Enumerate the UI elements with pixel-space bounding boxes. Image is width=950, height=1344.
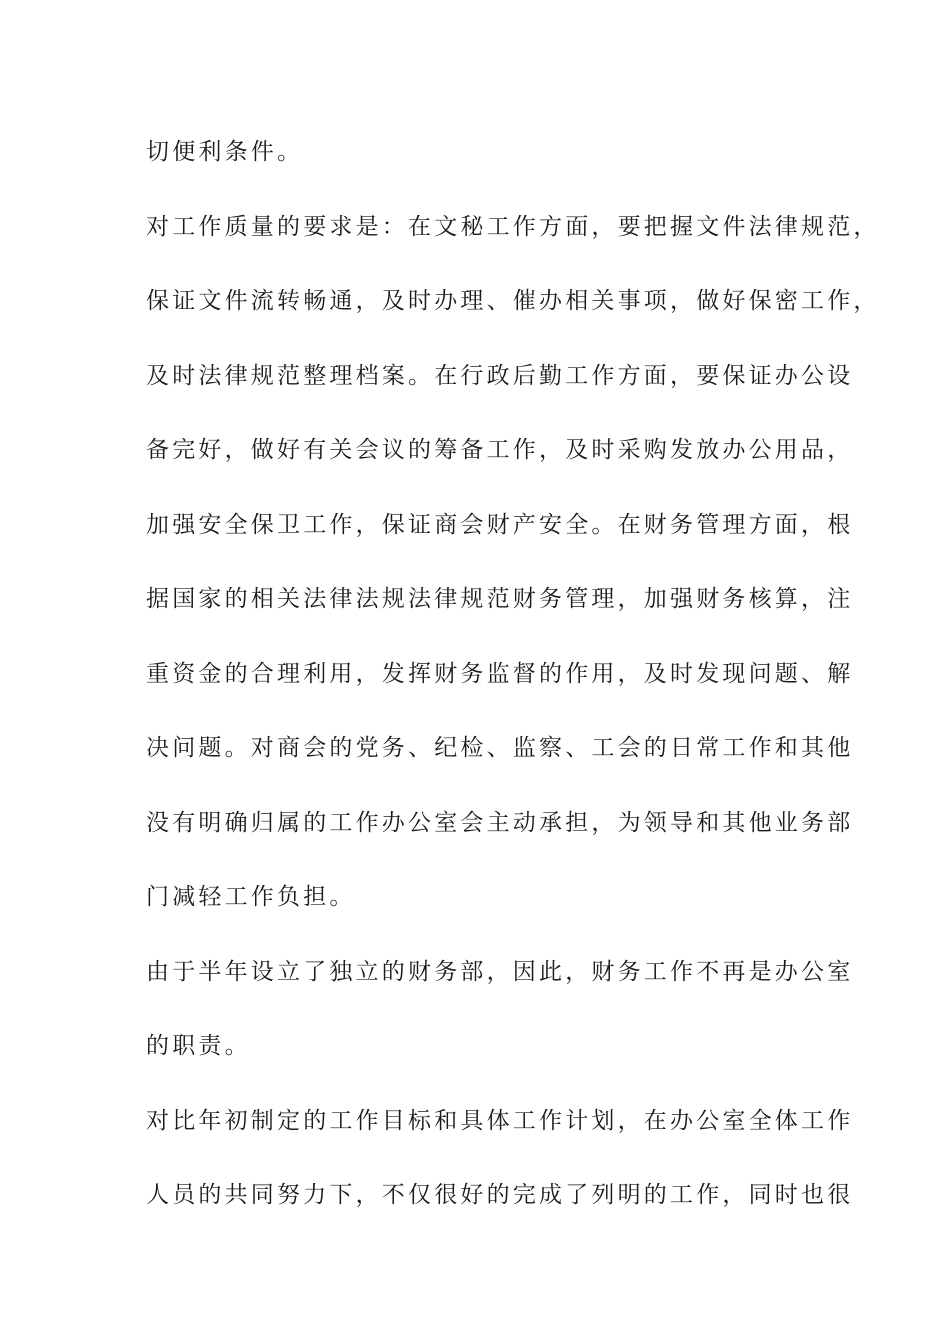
text-line-8: 重资金的合理利用，发挥财务监督的作用，及时发现问题、解 bbox=[146, 661, 854, 687]
text-line-2: 对工作质量的要求是：在文秘工作方面，要把握文件法律规范， bbox=[146, 214, 880, 240]
text-line-10: 没有明确归属的工作办公室会主动承担，为领导和其他业务部 bbox=[146, 810, 854, 836]
text-line-11: 门减轻工作负担。 bbox=[146, 884, 356, 910]
text-line-1: 切便利条件。 bbox=[146, 139, 304, 165]
text-line-13: 的职责。 bbox=[146, 1033, 251, 1059]
text-line-14: 对比年初制定的工作目标和具体工作计划，在办公室全体工作 bbox=[146, 1108, 854, 1134]
text-line-12: 由于半年设立了独立的财务部，因此，财务工作不再是办公室 bbox=[146, 959, 854, 985]
text-line-15: 人员的共同努力下，不仅很好的完成了列明的工作，同时也很 bbox=[146, 1182, 854, 1208]
text-line-7: 据国家的相关法律法规法律规范财务管理，加强财务核算，注 bbox=[146, 586, 854, 612]
text-line-6: 加强安全保卫工作，保证商会财产安全。在财务管理方面，根 bbox=[146, 512, 854, 538]
text-line-3: 保证文件流转畅通，及时办理、催办相关事项，做好保密工作， bbox=[146, 288, 880, 314]
text-line-4: 及时法律规范整理档案。在行政后勤工作方面，要保证办公设 bbox=[146, 363, 854, 389]
text-line-5: 备完好，做好有关会议的筹备工作，及时采购发放办公用品， bbox=[146, 437, 854, 463]
text-line-9: 决问题。对商会的党务、纪检、监察、工会的日常工作和其他 bbox=[146, 735, 854, 761]
